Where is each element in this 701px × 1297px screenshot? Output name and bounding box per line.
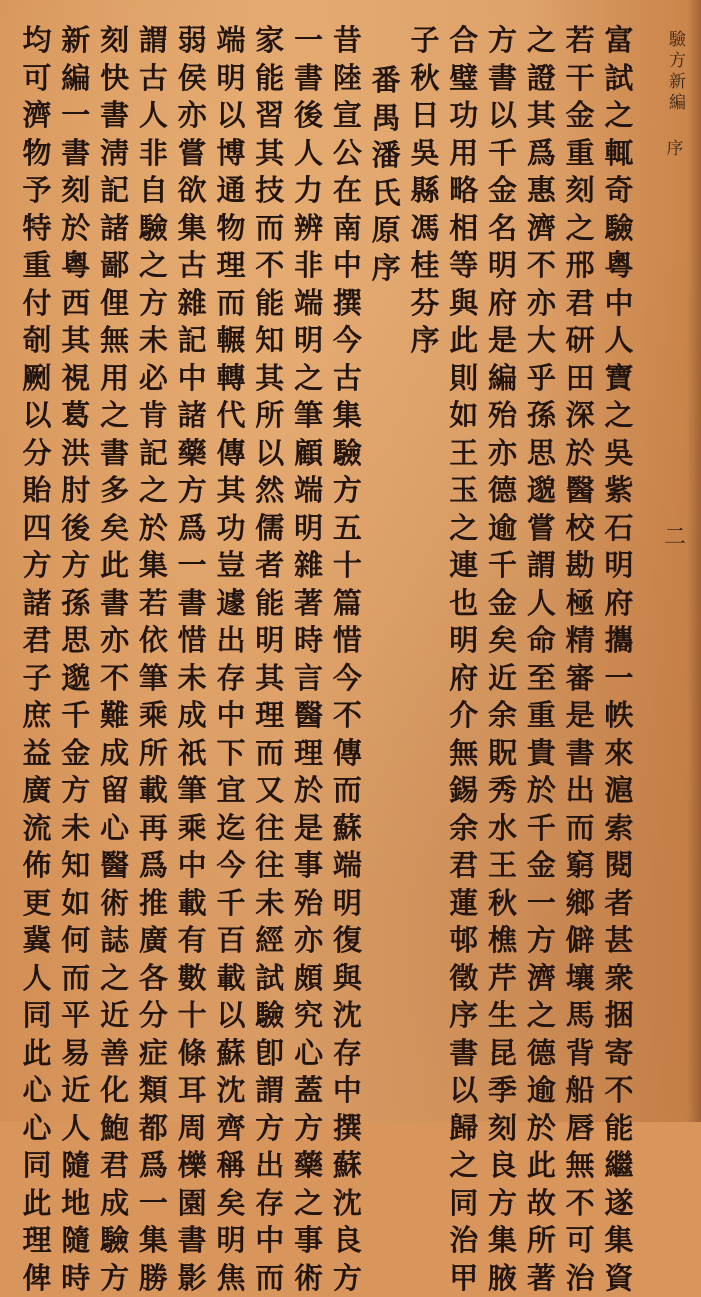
text-column: 富 試 之 輒 奇 驗 粵 中 人 寶 之 吳 紫 石 明 府 攜 一 帙 來 滬 索 閱 者 甚 衆 捆 寄 不 能 繼 遂 集 資 xyxy=(604,23,634,1295)
text-column: 合 璧 功 用 略 相 等 與 此 則 如 王 玉 之 連 也 明 府 介 無 錫 余 君 蓮 邨 徵 序 書 以 歸 之 同 治 甲 xyxy=(449,23,479,1295)
running-header xyxy=(656,30,694,162)
text-column: 弱 侯 亦 嘗 欲 集 古 雜 記 中 諸 藥 方 爲 一 書 惜 未 成 祇 筆 乘 中 載 有 數 十 條 耳 周 櫟 園 書 影 xyxy=(177,23,207,1295)
section-label: 序 xyxy=(666,139,684,159)
text-column: 刻 快 書 淸 記 諸 鄙 俚 無 用 之 書 多 矣 此 書 亦 不 難 成 留 心 醫 術 誌 之 近 善 化 鮑 君 成 驗 方 xyxy=(100,23,130,1295)
text-column: 新 編 一 書 刻 於 粵 西 其 視 葛 洪 肘 後 方 孫 思 邈 千 金 方 未 知 如 何 而 平 易 近 人 隨 地 隨 時 xyxy=(61,23,91,1295)
text-column: 端 明 以 博 通 物 理 而 輾 轉 代 傳 其 功 豈 遽 出 存 中 下 宜 迄 今 千 百 載 以 蘇 沈 齊 稱 矣 明 焦 xyxy=(216,23,246,1295)
text-column: 昔 陸 宣 公 在 南 中 撰 今 古 集 驗 方 五 十 篇 惜 今 不 傳 而 蘇 端 明 復 與 沈 存 中 撰 蘇 沈 良 方 xyxy=(332,23,362,1295)
page-number: 二 xyxy=(663,525,686,550)
text-column: 家 能 習 其 技 而 不 能 知 其 所 以 然 儒 者 能 明 其 理 而 又 往 往 未 經 試 驗 卽 謂 方 出 存 中 而 xyxy=(255,23,285,1295)
text-column: 均 可 濟 物 予 特 重 付 剞 劂 以 分 貽 四 方 諸 君 子 庶 益 廣 流 佈 更 冀 人 同 此 心 心 同 此 理 俾 xyxy=(22,23,52,1295)
spine-shadow xyxy=(687,0,701,1122)
text-column: 一 書 後 人 力 辨 非 端 明 之 筆 顧 端 明 雜 著 時 言 醫 理 於 是 事 殆 亦 頗 究 心 蓋 方 藥 之 事 術 xyxy=(294,23,324,1295)
section-heading: 番 禺 潘 氏 原 序 xyxy=(371,63,401,285)
text-columns xyxy=(18,22,638,1295)
text-column: 之 證 其 爲 惠 濟 不 亦 大 乎 孫 思 邈 嘗 謂 人 命 至 重 貴 於 千 金 一 方 濟 之 德 逾 於 此 故 所 著 xyxy=(526,23,556,1295)
text-column: 謂 古 人 非 自 驗 之 方 未 必 肯 記 之 於 集 若 依 筆 乘 所 載 再 爲 推 廣 各 分 症 類 都 爲 一 集 勝 xyxy=(138,23,168,1295)
text-column: 子 秋 日 吳 縣 馮 桂 芬 序 xyxy=(410,23,440,357)
book-title: 驗方新編 xyxy=(665,30,685,114)
text-column: 方 書 以 千 金 名 明 府 是 編 殆 亦 德 逾 千 金 矣 近 余 貺 秀 水 王 秋 樵 芹 生 昆 季 刻 良 方 集 腋 xyxy=(488,23,518,1295)
text-column: 若 干 金 重 刻 之 邢 君 研 田 深 於 醫 校 勘 極 精 審 是 書 出 而 窮 鄉 僻 壤 馬 背 船 唇 無 不 可 治 xyxy=(565,23,595,1295)
